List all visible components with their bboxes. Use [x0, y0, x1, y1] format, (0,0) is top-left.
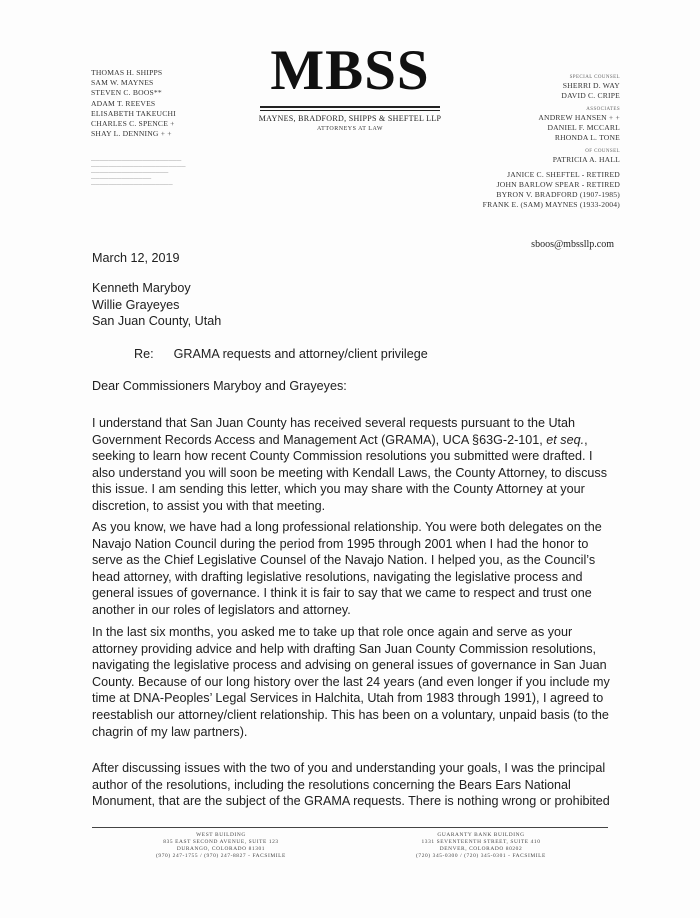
body-paragraph: I understand that San Juan County has received several requests pursuant to the Utah Government Records Access and Management Act (GRAMA), UCA §63G-2-101, et seq., seeking to learn how recent County Commission resolutions you submitted were drafted. I also understand you will soon be meeting with Kendall Laws, the County Attorney, to discuss this issue. I am sending this letter, which you may share with the County Attorney at your discretion, to assist you with that meeting.: [92, 416, 608, 513]
partner-list: [91, 68, 266, 139]
sender-email: sboos@mbssllp.com: [531, 239, 614, 250]
retired-name: JOHN BARLOW SPEAR - RETIRED: [496, 180, 620, 189]
footer-divider: [92, 827, 608, 828]
of-counsel-name: PATRICIA A. HALL: [552, 155, 620, 164]
logo-mark: MBSS: [270, 39, 430, 102]
addressee-line: Kenneth Maryboy: [92, 281, 191, 295]
re-subject: GRAMA requests and attorney/client privilege: [173, 347, 428, 361]
associate-name: RHONDA L. TONE: [554, 133, 620, 142]
body-paragraph: In the last six months, you asked me to take up that role once again and serve as your attorney providing advice and help with drafting San Juan County Commission resolutions, navigating the legislative process and advising on general issues of governance in San Juan County. Because of our long history over the last 24 years (and even longer if you include my time at DNA-Peoples’ Legal Services in Halchita, Utah from 1983 through 1991), I agreed to reestablish our attorney/client relationship. This has been on a voluntary, unpaid basis (to the chagrin of my law partners).: [92, 625, 610, 739]
footer-office-west: WEST BUILDING 835 EAST SECOND AVENUE, SUITE 123 DURANGO, COLORADO 81301 (970) 247-1755 / (970) 247-8827 - FACSIMILE: [156, 832, 286, 860]
retired-name: BYRON V. BRADFORD (1907-1985): [496, 190, 620, 199]
partner-name: SAM W. MAYNES: [91, 78, 154, 88]
associates-heading: ASSOCIATES: [586, 107, 620, 112]
associate-name: ANDREW HANSEN + +: [538, 113, 620, 122]
special-counsel-heading: SPECIAL COUNSEL: [569, 75, 620, 80]
partner-name: THOMAS H. SHIPPS: [91, 68, 163, 77]
addressee-line: San Juan County, Utah: [92, 314, 222, 329]
partner-name: ADAM T. REEVES: [91, 98, 156, 108]
retired-name: FRANK E. (SAM) MAYNES (1933-2004): [482, 200, 620, 209]
addressee-line: Willie Grayeyes: [92, 297, 180, 312]
counsel-name: DAVID C. CRIPE: [561, 91, 620, 100]
addressee-block: [92, 280, 221, 330]
citation-italic: et seq.: [546, 432, 585, 447]
subject-line: [134, 346, 428, 363]
firm-tagline: ATTORNEYS AT LAW: [317, 126, 383, 132]
counsel-list: [410, 74, 620, 210]
body-paragraph: After discussing issues with the two of you and understanding your goals, I was the principal author of the resolutions, including the resolutions concerning the Bears Ears National Monument, that are the subject of the GRAMA requests. There is nothing wrong or prohibited: [92, 761, 610, 809]
firm-name: MAYNES, BRADFORD, SHIPPS & SHEFTEL LLP: [258, 114, 442, 123]
partner-name: STEVEN C. BOOS**: [91, 88, 162, 98]
partner-name: SHAY L. DENNING + +: [91, 129, 172, 139]
salutation: Dear Commissioners Maryboy and Grayeyes:: [92, 379, 347, 393]
letter-date: March 12, 2019: [92, 251, 180, 265]
footer-office-denver: GUARANTY BANK BUILDING 1331 SEVENTEENTH STREET, SUITE 410 DENVER, COLORADO 80202 (720) 345-0300 / (720) 345-0301 - FACSIMILE: [416, 832, 546, 860]
associate-name: DANIEL F. MCCARL: [547, 123, 620, 132]
body-paragraph: As you know, we have had a long professional relationship. You were both delegates on the Navajo Nation Council during the period from 1995 through 2001 when I had the honor to serve as the Chief Legislative Counsel of the Navajo Nation. I helped you, as the Council’s head attorney, with drafting legislative resolutions, navigating the legislative process and general issues of governance. I think it is fair to say that we came to respect and trust one another in our roles of legislators and attorney.: [92, 520, 602, 617]
counsel-name: SHERRI D. WAY: [562, 81, 620, 90]
retired-name: JANICE C. SHEFTEL - RETIRED: [507, 170, 620, 179]
partner-name: ELISABETH TAKEUCHI: [91, 108, 176, 118]
of-counsel-heading: OF COUNSEL: [585, 149, 620, 154]
re-label: Re:: [134, 347, 154, 361]
admission-footnotes: ————————————————————— —————————————————————— —————————————————— —————————————— ———————————————————: [91, 158, 186, 188]
partner-name: CHARLES C. SPENCE +: [91, 119, 175, 129]
